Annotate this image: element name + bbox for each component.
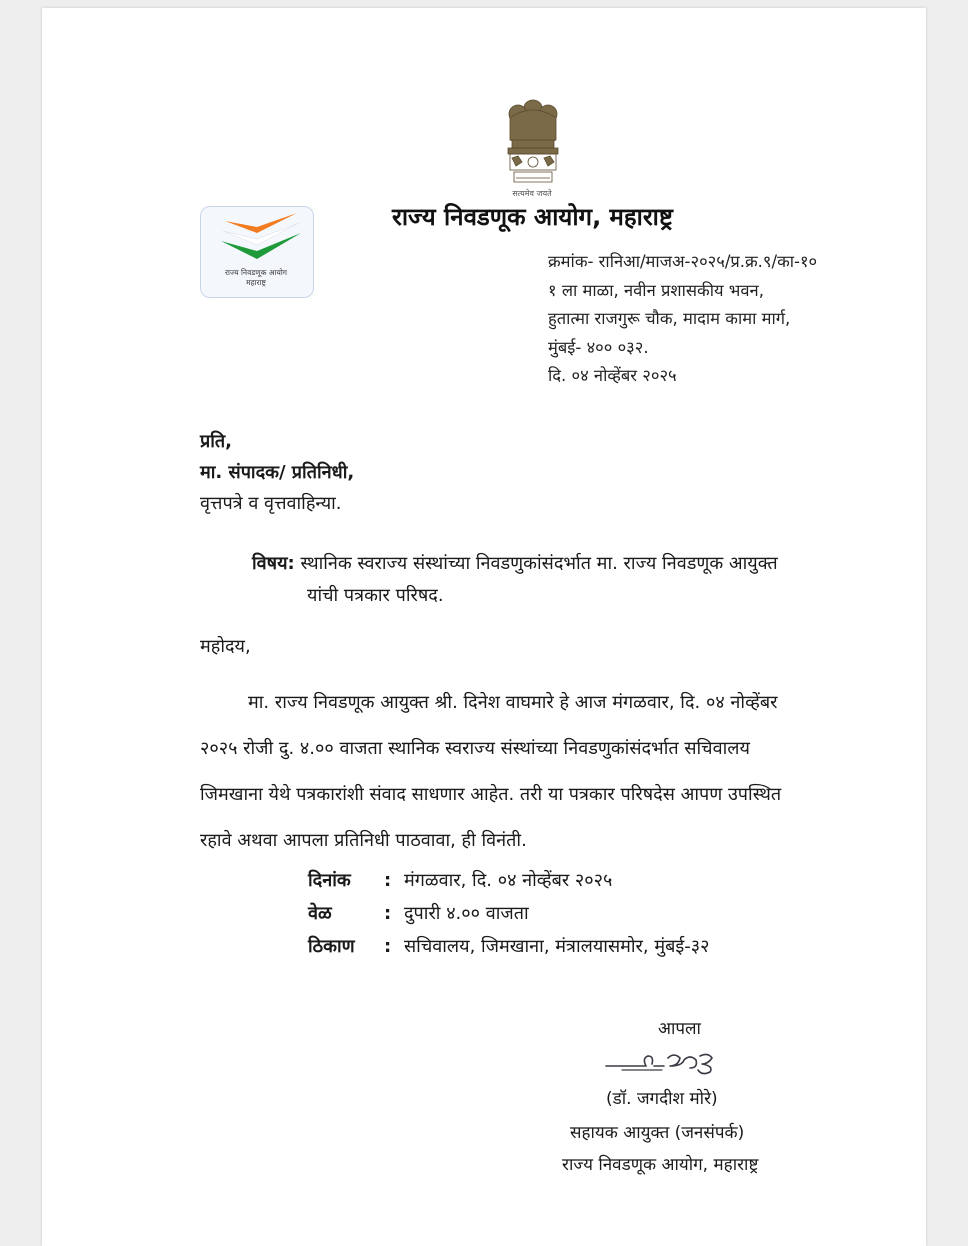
detail-row-place bbox=[308, 930, 709, 963]
recipient-org: वृत्तपत्रे व वृत्तवाहिन्या. bbox=[200, 493, 342, 514]
time-label: वेळ bbox=[308, 903, 332, 924]
subject-line1: स्थानिक स्वराज्य संस्थांच्या निवडणुकांसंदर्भात मा. राज्य निवडणूक आयुक्त bbox=[300, 553, 778, 574]
body-line: मा. राज्य निवडणूक आयुक्त श्री. दिनेश वाघमारे हे आज मंगळवार, दि. ०४ नोव्हेंबर bbox=[248, 692, 778, 713]
place-value: सचिवालय, जिमखाना, मंत्रालयासमोर, मुंबई-३२ bbox=[404, 936, 710, 957]
place-label: ठिकाण bbox=[308, 936, 355, 957]
address-line: मुंबई- ४०० ०३२. bbox=[548, 337, 649, 357]
address-line: हुतात्मा राजगुरू चौक, मादाम कामा मार्ग, bbox=[548, 309, 791, 328]
signatory-designation: सहायक आयुक्त (जनसंपर्क) bbox=[570, 1123, 745, 1143]
state-emblem-icon bbox=[500, 96, 566, 200]
letter-date: दि. ०४ नोव्हेंबर २०२५ bbox=[548, 366, 677, 385]
detail-row-time bbox=[308, 897, 709, 930]
letter-body bbox=[200, 680, 876, 864]
time-value: दुपारी ४.०० वाजता bbox=[404, 903, 529, 924]
recipient-title: मा. संपादक/ प्रतिनिधी, bbox=[200, 462, 355, 483]
recipient-block bbox=[200, 426, 354, 519]
handwritten-signature bbox=[602, 1044, 752, 1078]
event-details bbox=[308, 864, 709, 963]
emblem-caption: सत्यमेव जयते bbox=[512, 189, 552, 198]
body-line: जिमखाना येथे पत्रकारांशी संवाद साधणार आहेत. तरी या पत्रकार परिषदेस आपण उपस्थित bbox=[200, 784, 782, 805]
closing: आपला bbox=[658, 1019, 701, 1039]
date-label: दिनांक bbox=[308, 870, 351, 891]
detail-row-date bbox=[308, 864, 709, 897]
logo-caption bbox=[200, 268, 312, 288]
address-block bbox=[548, 248, 817, 391]
body-line: २०२५ रोजी दु. ४.०० वाजता स्थानिक स्वराज्य संस्थांच्या निवडणुकांसंदर्भात सचिवालय bbox=[200, 738, 750, 759]
logo-caption-line1: राज्य निवडणूक आयोग bbox=[224, 268, 288, 277]
subject-label: विषय: bbox=[252, 553, 295, 574]
greeting: महोदय, bbox=[200, 636, 251, 657]
reference-number: क्रमांक- रानिआ/माजअ-२०२५/प्र.क्र.९/का-१० bbox=[548, 252, 818, 271]
subject-block bbox=[252, 548, 778, 612]
tick-mark-icon bbox=[201, 207, 313, 267]
body-line: रहावे अथवा आपला प्रतिनिधी पाठवावा, ही विनंती. bbox=[200, 830, 527, 851]
address-line: १ ला माळा, नवीन प्रशासकीय भवन, bbox=[548, 280, 764, 300]
date-value: मंगळवार, दि. ०४ नोव्हेंबर २०२५ bbox=[404, 870, 613, 891]
page-title: राज्य निवडणूक आयोग, महाराष्ट्र bbox=[392, 203, 673, 231]
signatory-office: राज्य निवडणूक आयोग, महाराष्ट्र bbox=[562, 1155, 759, 1175]
recipient-salutation: प्रति, bbox=[200, 431, 233, 452]
colon: : bbox=[384, 903, 392, 924]
letter-page bbox=[42, 8, 926, 1246]
signatory-name: (डॉ. जगदीश मोरे) bbox=[606, 1089, 718, 1109]
logo-caption-line2: महाराष्ट्र bbox=[246, 278, 266, 287]
colon: : bbox=[384, 870, 392, 891]
colon: : bbox=[384, 936, 392, 957]
subject-line2: यांची पत्रकार परिषद. bbox=[307, 585, 444, 606]
